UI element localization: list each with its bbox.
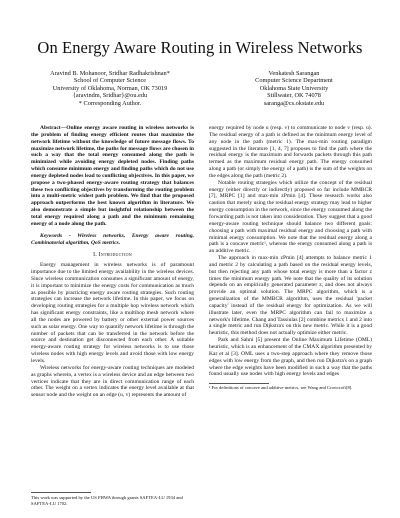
paper-title: On Energy Aware Routing in Wireless Networks bbox=[37, 38, 363, 57]
right-paragraph-4: Park and Sahni [5] present the Online Maximum Lifetime (OML) heuristic, which is an enhancement of the CMAX algorithm presented by Kar et al [3]. OML uses a two-step approach where they remove those edges with low energy from the graph, and then run Dijkstra's on a graph where the edge weights have been modified in such a way that the paths found usually use nodes with high energy levels and edges bbox=[209, 337, 372, 378]
footnote-rule bbox=[209, 383, 269, 384]
author-names-right: Venkatesh Sarangan bbox=[268, 70, 320, 77]
right-column bbox=[209, 125, 372, 391]
abstract: Abstract—Online energy aware routing in wireless networks is the problem of finding energy efficient routes that maximize the network lifetime without the knowledge of future message flows. To maximize network lifetime, the paths for message flows are chosen in such a way that the total energy consumed along the path is minimized while avoiding energy depleted nodes. Finding paths which consume minimum energy and finding paths which do not use energy depleted nodes lead to conflicting objectives. In this paper, we propose a two-phased energy-aware routing strategy that balances these two conflicting objectives by transforming the routing problem into a multi-metric widest path problem. We find that the proposed approach outperforms the best known algorithm in literature. We also demonstrate a simple but insightful relationship between the total energy required along a path and the minimum remaining energy of a node along the path. bbox=[31, 125, 194, 227]
right-paragraph-1: energy required by node u (resp. v) to communicate to node v (resp. u). The residual energy of a path is defined as the minimum energy level of any node in the path (metric 1). The max-min routing paradigm suggested in the literature [1, 4, 7] proposes to find the path where the residual energy is the maximum and forwards packets through this path termed as the maximum residual energy path. The energy consumed along a path (or simply the energy of a path) is the sum of the weights on the edges along the path (metric 2). bbox=[209, 125, 372, 179]
funding-footnote-text: This work was supported by the US FHWA through grants SAFTEA-LU 1934 and SAFTEA-LU 1702. bbox=[31, 495, 183, 506]
body-columns bbox=[31, 125, 371, 510]
author-city-right: Stillwater, OK 74078 bbox=[267, 92, 321, 100]
author-univ-right: Oklahoma State University bbox=[259, 84, 329, 92]
funding-footnote bbox=[31, 492, 194, 506]
intro-paragraph-2: Wireless networks for energy-aware routing techniques are modeled as graphs wherein, a vertex is a wireless device and an edge between two vertices indicate that they are in direct communication range of each other. The weight on a vertex indicates the energy level available at that sensor node and the weight on an edge (u, v) represents the amount of bbox=[31, 364, 194, 399]
section-heading-introduction: I. Introduction bbox=[93, 252, 132, 259]
keywords: Keywords - Wireless networks, Energy aware routing, Combinatorial algorithm, QoS metrics. bbox=[31, 232, 194, 246]
author-email-left: {aravindm, Sridhar}@ou.edu bbox=[72, 92, 148, 100]
author-block-left bbox=[30, 70, 190, 107]
left-column bbox=[31, 125, 194, 399]
author-block-right bbox=[214, 70, 374, 107]
author-names-left: Aravind B. Mohanoor, Sridhar Radhakrishnan* bbox=[50, 70, 170, 77]
funding-footnote-rule bbox=[31, 492, 91, 493]
author-dept-left: School of Computer Science bbox=[73, 77, 147, 85]
author-email-right: saranga@cs.okstate.edu bbox=[263, 99, 325, 107]
intro-paragraph-1: Energy management in wireless networks is of paramount importance due to the limited energy availability in the wireless devices. Since wireless communication consumes a significant amount of energy, it is important to minimize the energy costs for communication as much as possible by practicing energy aware routing strategies. Such routing strategies can increase the network lifetime. In this paper, we focus on developing routing strategies for a multiple hop wireless network which has significant energy constraints, like a multihop mesh network where all the nodes are powered by battery or other external power sources such as solar energy. One way to quantify network lifetime is through the number of packets that can be transferred in the network before the source and destination get disconnected from each other. A suitable energy-aware routing strategy for wireless networks is to use those wireless nodes with high energy levels and avoid those with low energy levels. bbox=[31, 262, 194, 364]
author-univ-left: University of Oklahoma, Norman, OK 73019 bbox=[52, 84, 168, 92]
right-paragraph-2: Notable routing strategies which utilize the concept of the residual energy (either directly or indirectly) proposed so far include MMBCR [7], MRPC [1] and max-min zPmin [4]. These research works also caution that merely using the residual energy strategy may lead to higher energy consumption in the network, since the energy consumed along the forwarding path is not taken into consideration. They suggest that a good energy-aware routing technique should balance two different goals: choosing a path with maximal residual energy and choosing a path with minimal energy consumption. We note that the residual energy along a path is a concave metric¹, whereas the energy consumed along a path is an additive metric. bbox=[209, 179, 372, 255]
footnote: ¹ For definitions of concave and additive metrics, see Wang and Crowcroft[8]. bbox=[209, 385, 353, 391]
author-dept-right: Computer Science Department bbox=[255, 77, 333, 85]
corresponding-author-note: * Corresponding Author. bbox=[78, 99, 142, 107]
right-paragraph-3: The approach in max-min zPmin [4] attempts to balance metric 1 and metric 2 by calculating a path based on the residual energy levels, but then rejecting any path whose total energy is more than a factor z times the minimum energy path. We note that the quality of its solution depends on an empirically generated parameter z, and does not always provide an optimal solution. The MRPC algorithm, which is a generalization of the MMBCR algorithm, uses the residual 'packet capacity' instead of the residual energy for optimization. As we will illustrate later, even the MRPC algorithm can fail to maximize a network's lifetime. Chang and Tassiulas [2] combine metrics 1 and 2 into a single metric and run Dijkstra's on this new metric. While it is a good heuristic, this method does not actually optimize either metric. bbox=[209, 255, 372, 337]
